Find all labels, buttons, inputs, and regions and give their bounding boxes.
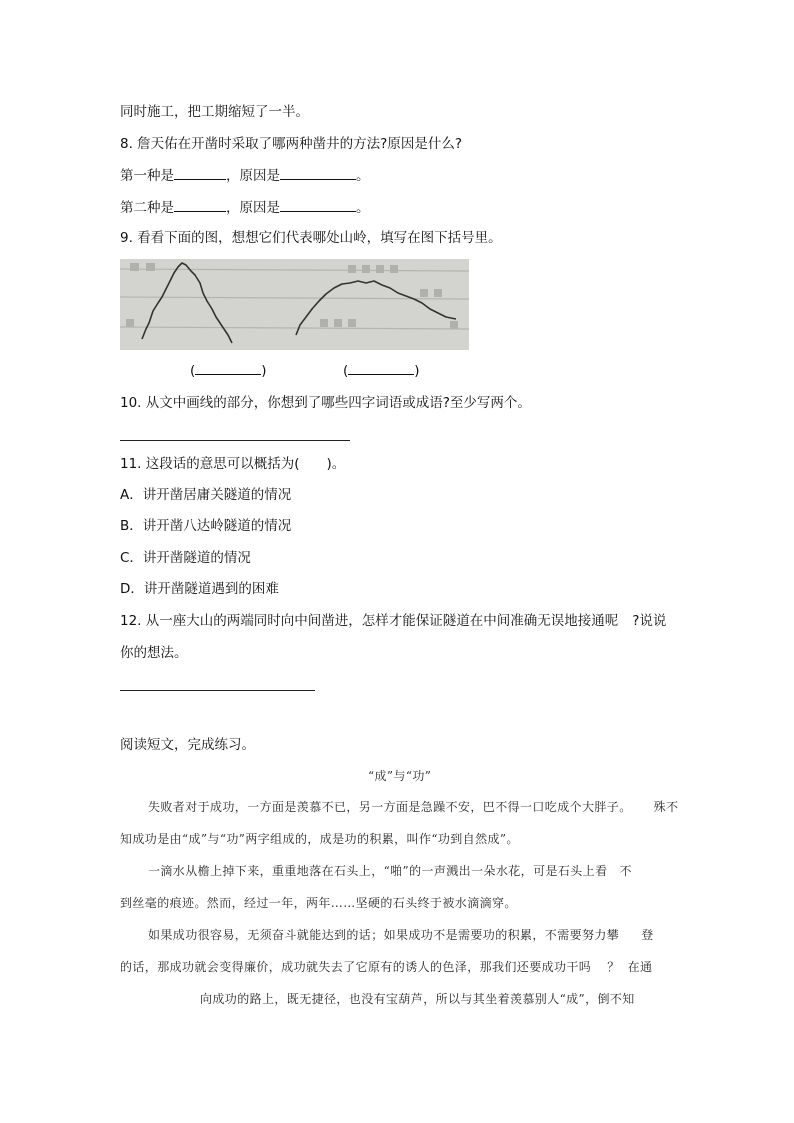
question-12-text: 12. 从一座大山的两端同时向中间凿进，怎样才能保证隧道在中间准确无误地接通呢	[120, 613, 619, 629]
question-9: 9. 看看下面的图，想想它们代表哪处山岭，填写在图下括号里。	[120, 230, 502, 246]
question-12	[120, 611, 666, 631]
q9-blank-1[interactable]	[195, 360, 261, 375]
q8-second-label: 第二种是	[120, 200, 174, 216]
p3-text-d: 的话，那成功就会变得廉价，成功就失去了它原有的诱人的色泽，那我们还要成功干吗	[120, 960, 592, 974]
paren-close-2: )	[414, 363, 420, 379]
option-b[interactable]: B．讲开凿八达岭隧道的情况	[120, 518, 292, 534]
p2-text-b: 不	[619, 864, 632, 878]
passage-title: “成”与“功”	[368, 769, 432, 783]
q8-end-1: 。	[356, 168, 370, 184]
p3-text-c: 登	[641, 928, 654, 942]
option-d[interactable]: D．讲开凿隧道遇到的困难	[120, 581, 279, 597]
passage-p1-line-1	[148, 797, 678, 817]
q8-answer-line-2	[120, 197, 370, 218]
p3-text-a: 如果成功很容易，无须奋斗就能达到的话	[148, 928, 372, 942]
q8-blank-reason-2[interactable]	[280, 197, 356, 212]
p3-text-e: ？	[607, 960, 620, 974]
p3-text-b: ；如果成功不是需要功的积累，不需要努力攀	[371, 928, 620, 942]
steep-mountain-outline	[142, 263, 232, 343]
p1-text-b: 殊不	[653, 800, 679, 814]
q12-answer-line[interactable]	[120, 690, 315, 691]
question-12-tail: ?说说	[632, 613, 667, 629]
paren-open-1: (	[190, 363, 196, 379]
option-a[interactable]: A．讲开凿居庸关隧道的情况	[120, 487, 292, 503]
question-8: 8. 詹天佑在开凿时采取了哪两种凿井的方法?原因是什么?	[120, 136, 463, 152]
q8-blank-method-1[interactable]	[174, 165, 226, 180]
p1-text-a: 失败者对于成功，一方面是羡慕不已，另一方面是急躁不安，巴不得一口吃成个大胖子。	[148, 800, 632, 814]
mountain-profile-drawing	[120, 259, 469, 350]
q10-answer-line[interactable]	[120, 440, 350, 441]
option-c[interactable]: C．讲开凿隧道的情况	[120, 550, 251, 566]
q9-answer-paren-2	[343, 360, 420, 381]
passage-p3-line-1	[148, 925, 654, 945]
q8-first-label: 第一种是	[120, 168, 174, 184]
question-11: 11. 这段话的意思可以概括为( )。	[120, 456, 346, 472]
p3-text-f: 在通	[627, 960, 653, 974]
p2-text-a: 一滴水从檐上掉下来，重重地落在石头上，“啪”的一声溅出一朵水花，可是石头上看	[148, 864, 608, 878]
q8-answer-line-1	[120, 165, 370, 186]
question-12-line-2: 你的想法。	[120, 645, 188, 661]
mountain-profile-figure	[120, 259, 469, 350]
q9-answer-paren-1	[190, 360, 267, 381]
q8-blank-method-2[interactable]	[174, 197, 226, 212]
continued-text: 同时施工，把工期缩短了一半。	[120, 104, 309, 120]
reading-instruction: 阅读短文，完成练习。	[120, 737, 255, 753]
passage-p2-line-2: 到丝毫的痕迹。然而，经过一年，两年……坚硬的石头终于被水滴滴穿。	[120, 896, 517, 910]
passage-p3-line-3: 向成功的路上，既无捷径，也没有宝葫芦，所以与其坐着羡慕别人“成”，倒不知	[200, 992, 635, 1006]
paren-close-1: )	[261, 363, 267, 379]
q8-end-2: 。	[356, 200, 370, 216]
passage-p1-line-2: 知成功是由“成”与“功”两字组成的，成是功的积累，叫作“功到自然成”。	[120, 832, 519, 846]
q9-blank-2[interactable]	[348, 360, 414, 375]
q8-reason-label-1: ，原因是	[226, 168, 280, 184]
paren-open-2: (	[343, 363, 349, 379]
passage-p2-line-1	[148, 861, 632, 881]
passage-p3-line-2	[120, 957, 652, 977]
q8-reason-label-2: ，原因是	[226, 200, 280, 216]
question-10: 10. 从文中画线的部分，你想到了哪些四字词语或成语?至少写两个。	[120, 395, 531, 411]
q8-blank-reason-1[interactable]	[280, 165, 356, 180]
